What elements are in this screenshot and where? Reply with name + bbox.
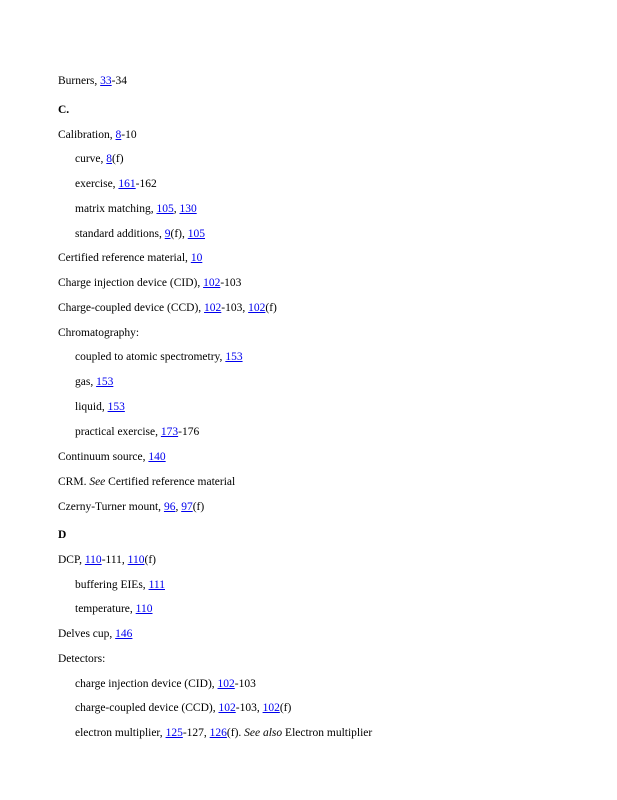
page-link[interactable]: 126 (209, 727, 227, 739)
index-text: DCP, (58, 554, 85, 566)
index-entry (58, 553, 156, 567)
index-text: coupled to atomic spectrometry, (75, 351, 226, 363)
index-entry (58, 500, 204, 514)
index-entry (58, 475, 235, 489)
page-link[interactable]: 146 (115, 628, 133, 640)
index-text: practical exercise, (75, 426, 161, 438)
index-text: -10 (121, 129, 137, 141)
index-text: -103 (234, 678, 256, 690)
index-text: gas, (75, 376, 97, 388)
page-link[interactable]: 110 (135, 603, 153, 615)
index-text: temperature, (75, 603, 136, 615)
index-subentry (75, 375, 113, 389)
index-text: -111, (101, 554, 128, 566)
index-text: D (58, 529, 67, 541)
index-entry (58, 251, 202, 265)
index-text: liquid, (75, 401, 108, 413)
index-text: CRM. (58, 476, 90, 488)
index-subentry (75, 177, 157, 191)
page-link[interactable]: 140 (148, 451, 166, 463)
index-subentry (75, 578, 165, 592)
index-text: Electron multiplier (282, 727, 373, 739)
index-text: Certified reference material, (58, 252, 191, 264)
index-entry (58, 301, 277, 315)
index-subentry (75, 400, 125, 414)
cross-reference-label: See (89, 476, 106, 488)
page-link[interactable]: 8 (115, 129, 122, 141)
index-text: Charge-coupled device (CCD), (58, 302, 205, 314)
page-link[interactable]: 153 (225, 351, 243, 363)
page-link[interactable]: 110 (127, 554, 145, 566)
index-entry (58, 276, 241, 290)
page-link[interactable]: 102 (248, 302, 266, 314)
index-subentry (75, 152, 124, 166)
index-text: -127, (182, 727, 210, 739)
index-text: -34 (111, 75, 128, 87)
page-link[interactable]: 105 (156, 203, 174, 215)
index-text: Burners, (58, 75, 101, 87)
index-text: Certified reference material (105, 476, 236, 488)
index-letter-heading (58, 528, 66, 542)
index-text: exercise, (75, 178, 119, 190)
index-text: Chromatography: (58, 327, 140, 339)
page-link[interactable]: 111 (148, 579, 165, 591)
page-link[interactable]: 102 (262, 702, 280, 714)
page-link[interactable]: 102 (218, 702, 236, 714)
index-text: (f). (226, 727, 245, 739)
index-subentry (75, 202, 197, 216)
index-text: electron multiplier, (75, 727, 166, 739)
page-link[interactable]: 161 (118, 178, 136, 190)
index-text: Detectors: (58, 653, 106, 665)
index-entry (58, 450, 166, 464)
index-entry (58, 627, 132, 641)
page-link[interactable]: 110 (84, 554, 102, 566)
index-subentry (75, 677, 256, 691)
index-text: -103 (220, 277, 242, 289)
index-text: buffering EIEs, (75, 579, 149, 591)
index-text: matrix matching, (75, 203, 157, 215)
index-subentry (75, 350, 243, 364)
index-subentry (75, 726, 372, 740)
page-link[interactable]: 153 (96, 376, 114, 388)
page-link[interactable]: 105 (187, 228, 205, 240)
index-text: charge injection device (CID), (75, 678, 218, 690)
page-link[interactable]: 153 (107, 401, 125, 413)
index-text: -162 (135, 178, 157, 190)
page-link[interactable]: 10 (190, 252, 203, 264)
index-text: Charge injection device (CID), (58, 277, 204, 289)
index-text: , (173, 203, 180, 215)
index-text: (f) (279, 702, 292, 714)
index-text: -103, (221, 302, 249, 314)
index-text: (f) (265, 302, 277, 314)
index-entry (58, 652, 105, 666)
index-text: curve, (75, 153, 107, 165)
page-link[interactable]: 97 (181, 501, 193, 513)
index-text: (f) (192, 501, 205, 513)
index-subentry (75, 425, 199, 439)
page-link[interactable]: 125 (165, 727, 183, 739)
page-link[interactable]: 33 (100, 75, 112, 87)
page-link[interactable]: 9 (164, 228, 171, 240)
index-text: Czerny-Turner mount, (58, 501, 164, 513)
index-text: (f) (144, 554, 156, 566)
index-text: standard additions, (75, 228, 165, 240)
page-link[interactable]: 173 (160, 426, 179, 438)
index-entry (58, 128, 137, 142)
index-text: Delves cup, (58, 628, 116, 640)
index-text: C. (58, 104, 70, 116)
page-link[interactable]: 130 (179, 203, 197, 215)
index-text: (f) (112, 153, 124, 165)
index-text: Calibration, (58, 129, 116, 141)
page-link[interactable]: 102 (204, 302, 222, 314)
page-link[interactable]: 96 (163, 501, 176, 513)
index-subentry (75, 701, 291, 715)
index-subentry (75, 602, 153, 616)
index-entry (58, 326, 139, 340)
index-text: -176 (178, 426, 200, 438)
index-text: Continuum source, (58, 451, 149, 463)
page-link[interactable]: 102 (217, 678, 235, 690)
cross-reference-label: See also (244, 727, 283, 739)
index-entry (58, 74, 127, 88)
index-subentry (75, 227, 205, 241)
index-text: -103, (235, 702, 263, 714)
page-link[interactable]: 102 (203, 277, 221, 289)
index-letter-heading (58, 103, 69, 117)
page-link[interactable]: 8 (106, 153, 113, 165)
index-text: charge-coupled device (CCD), (75, 702, 219, 714)
index-text: (f), (170, 228, 188, 240)
index-text: , (175, 501, 182, 513)
